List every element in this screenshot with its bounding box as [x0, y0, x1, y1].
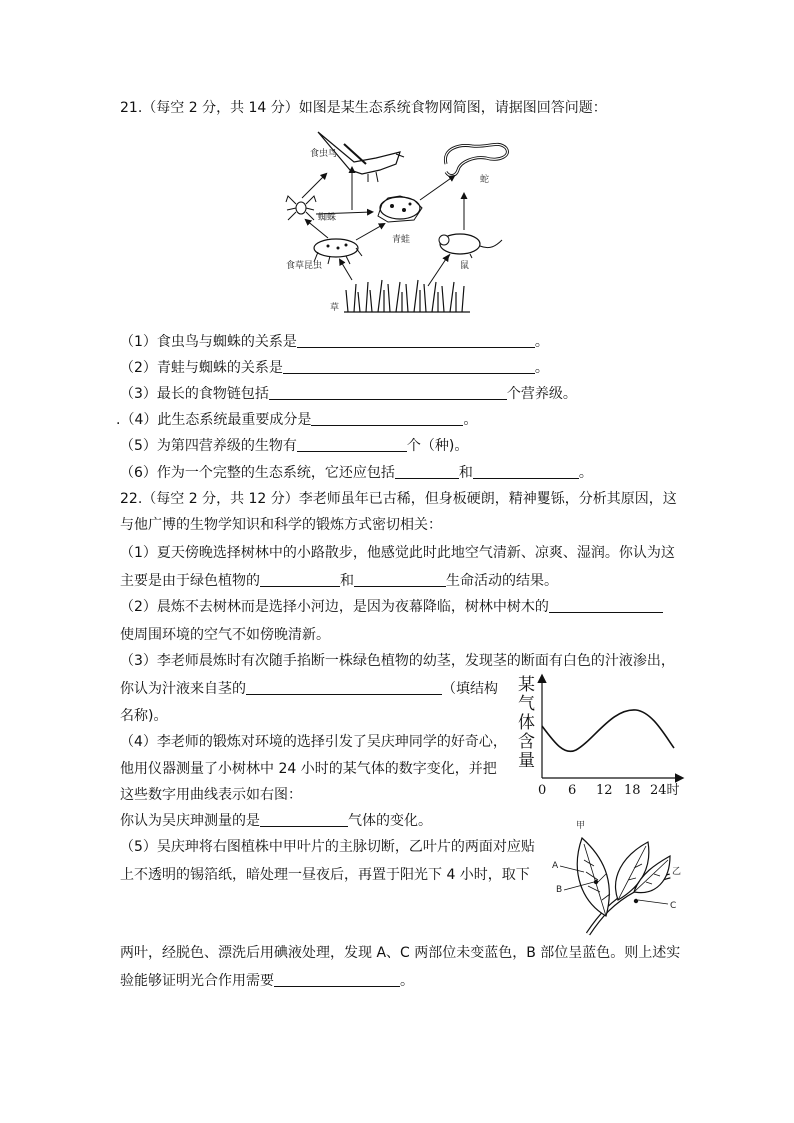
graph-curve	[542, 710, 674, 752]
q21-blank-6b[interactable]	[473, 464, 579, 479]
q22-p5-line3: 两叶，经脱色、漂洗后用碘液处理，发现 A、C 两部位未变蓝色，B 部位呈蓝色。则上述实	[120, 945, 681, 961]
q22-p2-line1	[120, 598, 663, 616]
label-mouse: 鼠	[460, 261, 470, 271]
q22-p3-end: （填结构	[442, 681, 498, 697]
graph-ylabel-char: 某	[518, 675, 535, 695]
q22-p3-line2	[120, 680, 498, 698]
plant-label-B: B	[556, 885, 563, 895]
q21-item-4-prefix: .	[116, 412, 121, 428]
food-web-arrows	[302, 168, 464, 286]
label-spider: 蜘蛛	[318, 213, 337, 223]
q21-item-4-text: （4）此生态系统最重要成分是	[120, 412, 312, 428]
q21-blank-2[interactable]	[283, 359, 535, 374]
graph-xtick: 18	[624, 783, 641, 798]
plant-label-jia: 甲	[576, 821, 586, 831]
q22-p1-mid: 和	[340, 573, 354, 589]
q22-header-line2: 与他广博的生物学知识和科学的锻炼方式密切相关：	[120, 517, 442, 533]
q22-blank-5[interactable]	[274, 972, 400, 987]
q22-p4-start: 你认为吴庆珅测量的是	[120, 813, 260, 829]
snake-drawing	[445, 144, 507, 175]
q22-p2-line2: 使周围环境的空气不如傍晚清新。	[120, 627, 330, 643]
q22-blank-1a[interactable]	[260, 572, 340, 587]
label-insect: 食草昆虫	[286, 261, 323, 271]
graph-xtick: 12	[596, 783, 613, 798]
q21-blank-6a[interactable]	[395, 464, 459, 479]
label-bird: 食虫鸟	[310, 149, 338, 159]
q22-blank-4[interactable]	[260, 812, 348, 827]
q22-p1-start: 主要是由于绿色植物的	[120, 573, 260, 589]
spider-drawing	[286, 196, 316, 220]
q21-item-1-end: 。	[534, 334, 549, 350]
q21-item-5	[120, 437, 468, 455]
q21-item-5-text: （5）为第四营养级的生物有	[120, 438, 297, 454]
graph-ylabel-char: 体	[518, 713, 535, 733]
q21-item-2	[120, 359, 549, 377]
q22-blank-1b[interactable]	[354, 572, 446, 587]
label-grass: 草	[330, 303, 340, 313]
q22-p5-line4	[120, 972, 414, 990]
q22-p4-end: 气体的变化。	[348, 813, 432, 829]
q21-item-3-text: （3）最长的食物链包括	[120, 386, 269, 402]
graph-xtick: 0	[538, 783, 547, 798]
q21-item-6-text: （6）作为一个完整的生态系统，它还应包括	[120, 465, 395, 481]
q22-p4-line2: 他用仪器测量了小树林中 24 小时的某气体的数字变化，并把	[120, 761, 497, 777]
q21-item-4-end: 。	[463, 412, 478, 428]
q22-p5-line1: （5）吴庆珅将右图植株中甲叶片的主脉切断，乙叶片的两面对应贴	[120, 839, 535, 855]
graph-xtick: 24时	[650, 783, 680, 798]
q21-blank-4[interactable]	[311, 411, 463, 426]
q21-item-4	[116, 411, 477, 429]
q22-p3-line1: （3）李老师晨炼时有次随手掐断一株绿色植物的幼茎，发现茎的断面有白色的汁液渗出，	[120, 653, 675, 669]
q21-item-1	[120, 333, 549, 351]
q22-p1-line1: （1）夏天傍晚选择树林中的小路散步，他感觉此时此地空气清新、凉爽、湿润。你认为这	[120, 545, 675, 561]
q21-blank-1[interactable]	[297, 333, 535, 348]
q22-p4-line3: 这些数字用曲线表示如右图：	[120, 787, 302, 803]
q21-item-3	[120, 385, 577, 403]
q22-p3-start: 你认为汁液来自茎的	[120, 681, 246, 697]
q22-header-line1: 22.（每空 2 分，共 12 分）李老师虽年已古稀，但身板硬朗，精神矍铄，分析其原因，这	[120, 491, 677, 507]
plant-label-yi: 乙	[672, 867, 682, 877]
q22-p3-line3: 名称)。	[120, 708, 168, 724]
q22-p4-line4	[120, 812, 432, 830]
q22-p1-line2	[120, 572, 558, 590]
q21-item-2-text: （2）青蛙与蜘蛛的关系是	[120, 360, 283, 376]
gas-content-graph	[536, 672, 686, 798]
mouse-drawing	[439, 234, 502, 258]
q22-p5-end: 。	[400, 973, 414, 989]
q21-item-5-end: 个（种)。	[406, 438, 469, 454]
graph-ylabel-char: 量	[518, 751, 535, 771]
q21-header: 21.（每空 2 分，共 14 分）如图是某生态系统食物网简图，请据图回答问题：	[120, 100, 607, 116]
q21-item-1-text: （1）食虫鸟与蜘蛛的关系是	[120, 334, 297, 350]
q22-p4-line1: （4）李老师的锻炼对环境的选择引发了吴庆珅同学的好奇心，	[120, 734, 507, 750]
food-web-diagram	[284, 124, 520, 316]
q21-blank-5[interactable]	[297, 437, 407, 452]
label-snake: 蛇	[480, 175, 490, 185]
q22-blank-3[interactable]	[246, 680, 442, 695]
q22-p5-line2: 上不透明的锡箔纸，暗处理一昼夜后，再置于阳光下 4 小时，取下	[120, 867, 530, 883]
q21-item-6-mid: 和	[458, 465, 473, 481]
q21-item-2-end: 。	[534, 360, 549, 376]
q21-blank-3[interactable]	[269, 385, 507, 400]
q21-item-6-end: 。	[578, 465, 593, 481]
plant-label-C: C	[670, 901, 677, 911]
graph-xtick: 6	[568, 783, 577, 798]
label-frog: 青蛙	[392, 235, 411, 245]
q21-item-6	[120, 464, 593, 482]
plant-label-A: A	[552, 861, 559, 871]
grass-drawing	[344, 280, 470, 312]
plant-leaf-diagram	[548, 816, 688, 938]
q22-p5-start: 验能够证明光合作用需要	[120, 973, 274, 989]
graph-ylabel-char: 含	[518, 732, 535, 752]
graph-ylabel-char: 气	[518, 694, 535, 714]
q21-item-3-end: 个营养级。	[506, 386, 577, 402]
frog-drawing	[378, 196, 422, 222]
graph-ylabel	[518, 676, 538, 771]
q22-p2-start: （2）晨炼不去树林而是选择小河边，是因为夜幕降临，树林中树木的	[120, 599, 549, 615]
q22-p1-end: 生命活动的结果。	[446, 573, 558, 589]
q22-blank-2[interactable]	[549, 598, 663, 613]
